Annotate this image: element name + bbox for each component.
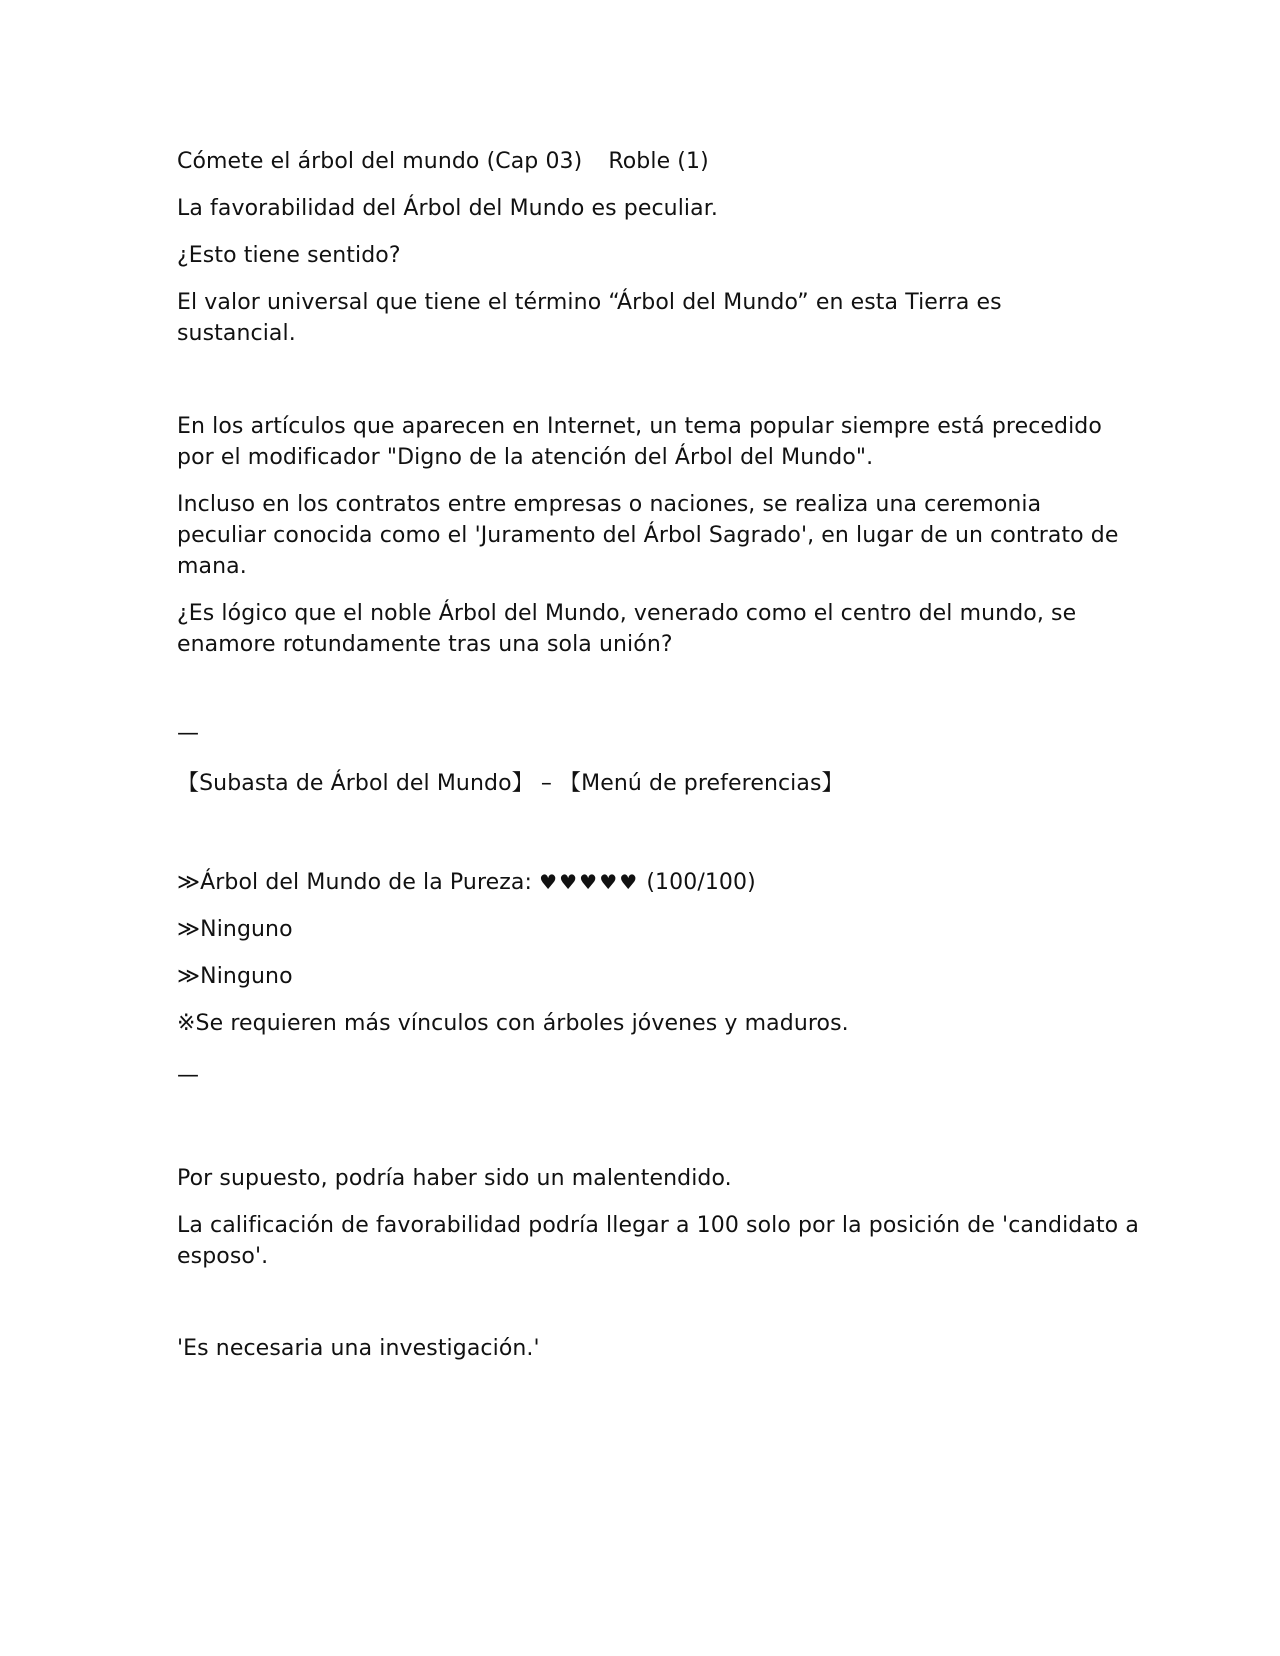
paragraph-line: La calificación de favorabilidad podría llegar a 100 solo por la posición de 'candidato a — [177, 1213, 1139, 1238]
paragraph-line: peculiar conocida como el 'Juramento del Árbol Sagrado', en lugar de un contrato de — [177, 523, 1119, 548]
heart-icon: ♥ — [539, 870, 558, 894]
status-note: ※Se requieren más vínculos con árboles jóvenes y maduros. — [177, 1011, 849, 1036]
status-entry: ≫Ninguno — [177, 917, 293, 942]
paragraph-line: El valor universal que tiene el término “Árbol del Mundo” en esta Tierra es — [177, 290, 1002, 315]
paragraph: La favorabilidad del Árbol del Mundo es peculiar. — [177, 196, 718, 221]
status-entry: ≫Ninguno — [177, 964, 293, 989]
status-entry-label: ≫Árbol del Mundo de la Pureza: — [177, 870, 532, 895]
paragraph: 'Es necesaria una investigación.' — [177, 1336, 540, 1361]
chapter-title — [177, 146, 1127, 178]
paragraph-line: sustancial. — [177, 321, 296, 346]
paragraph-line: ¿Es lógico que el noble Árbol del Mundo, venerado como el centro del mundo, se — [177, 601, 1077, 626]
paragraph-line: enamore rotundamente tras una sola unión? — [177, 632, 673, 657]
divider-top: — — [177, 721, 199, 746]
chapter-name: Cómete el árbol del mundo (Cap 03) — [177, 149, 583, 174]
paragraph-line: esposo'. — [177, 1244, 269, 1269]
document-page — [177, 0, 1139, 1656]
chapter-part: Roble (1) — [608, 149, 709, 174]
paragraph-line: por el modificador "Digno de la atención del Árbol del Mundo". — [177, 445, 874, 470]
paragraph-line: En los artículos que aparecen en Internet, un tema popular siempre está precedido — [177, 414, 1102, 439]
paragraph: ¿Esto tiene sentido? — [177, 243, 401, 268]
divider-bottom: — — [177, 1063, 199, 1088]
heart-icon: ♥ — [599, 870, 618, 894]
heart-icon: ♥ — [579, 870, 598, 894]
paragraph-line: mana. — [177, 554, 247, 579]
heart-icon: ♥ — [619, 870, 638, 894]
status-entry-score: (100/100) — [646, 870, 756, 895]
status-entry-purity — [177, 866, 1127, 899]
paragraph: Por supuesto, podría haber sido un malentendido. — [177, 1166, 732, 1191]
status-header: 【Subasta de Árbol del Mundo】 – 【Menú de preferencias】 — [177, 771, 844, 796]
heart-icon: ♥ — [559, 870, 578, 894]
paragraph-line: Incluso en los contratos entre empresas o naciones, se realiza una ceremonia — [177, 492, 1042, 517]
